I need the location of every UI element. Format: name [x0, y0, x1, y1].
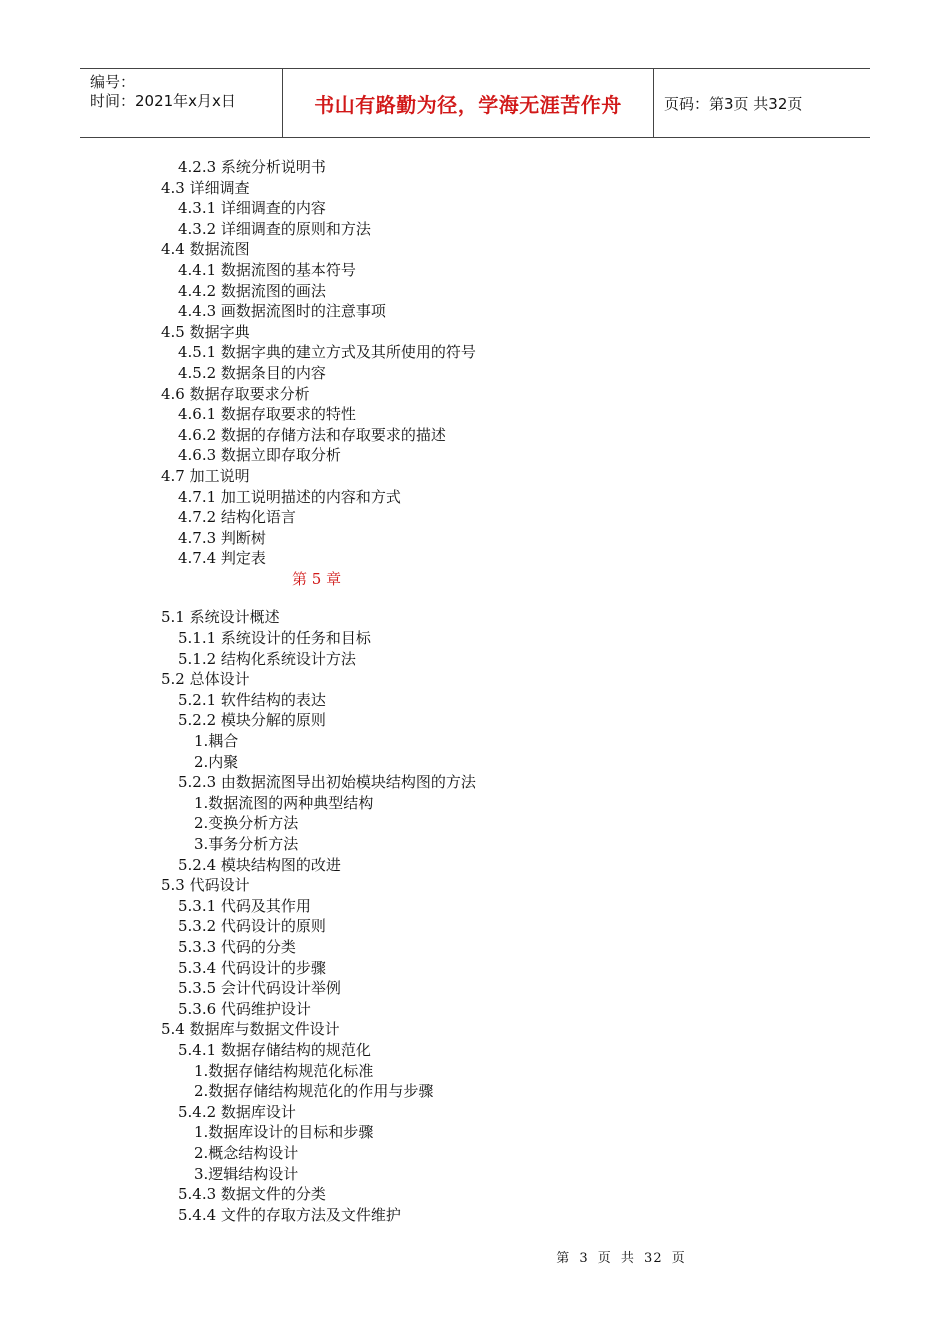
toc-section-4 [0, 157, 950, 569]
toc-entry-level-2: 4.7.1 加工说明描述的内容和方式 [178, 487, 401, 506]
chapter-heading: 第 5 章 [292, 569, 342, 588]
toc-entry-level-2: 4.5.2 数据条目的内容 [178, 363, 326, 382]
toc-entry-level-1: 5.1 系统设计概述 [161, 608, 280, 627]
table-of-contents [0, 157, 950, 1225]
toc-entry-level-1: 5.4 数据库与数据文件设计 [161, 1020, 340, 1039]
toc-entry-level-2: 4.7.2 结构化语言 [178, 508, 296, 527]
page-footer [0, 1247, 950, 1266]
header-meta [80, 69, 283, 137]
toc-entry-level-2: 5.1.1 系统设计的任务和目标 [178, 629, 371, 648]
toc-entry-level-3: 2.概念结构设计 [194, 1143, 299, 1162]
toc-entry-level-2: 4.6.2 数据的存储方法和存取要求的描述 [178, 425, 446, 444]
toc-entry-level-1: 4.3 详细调查 [161, 178, 250, 197]
header-page-cell [654, 69, 870, 137]
date-label: 时间：2021年x月x日 [90, 92, 236, 110]
toc-entry-level-3: 1.数据存储结构规范化标准 [194, 1061, 374, 1080]
toc-entry-level-3: 1.数据库设计的目标和步骤 [194, 1123, 374, 1142]
toc-entry-level-2: 4.6.3 数据立即存取分析 [178, 446, 341, 465]
toc-entry-level-2: 4.3.1 详细调查的内容 [178, 199, 326, 218]
toc-entry-level-1: 4.5 数据字典 [161, 322, 250, 341]
toc-entry-level-2: 5.3.2 代码设计的原则 [178, 917, 326, 936]
toc-entry-level-3: 2.数据存储结构规范化的作用与步骤 [194, 1082, 434, 1101]
page-label: 页码：第3页 共32页 [664, 94, 803, 113]
footer-page-number: 第 3 页 共 32 页 [556, 1251, 686, 1266]
toc-entry-level-1: 4.6 数据存取要求分析 [161, 384, 310, 403]
toc-entry-level-2: 4.4.3 画数据流图时的注意事项 [178, 302, 386, 321]
toc-entry-level-2: 4.4.1 数据流图的基本符号 [178, 260, 356, 279]
toc-entry-level-1: 4.7 加工说明 [161, 466, 250, 485]
toc-entry-level-2: 5.3.4 代码设计的步骤 [178, 958, 326, 977]
toc-entry-level-3: 1.耦合 [194, 732, 239, 751]
toc-entry-level-2: 5.4.2 数据库设计 [178, 1102, 296, 1121]
page-header [80, 68, 870, 138]
toc-entry-level-2: 5.3.1 代码及其作用 [178, 896, 311, 915]
toc-entry-level-2: 4.7.3 判断树 [178, 528, 266, 547]
toc-entry-level-2: 4.3.2 详细调查的原则和方法 [178, 219, 371, 238]
motto-text: 书山有路勤为径，学海无涯苦作舟 [314, 92, 622, 117]
toc-entry-level-2: 5.3.5 会计代码设计举例 [178, 979, 341, 998]
toc-entry-level-2: 5.2.2 模块分解的原则 [178, 711, 326, 730]
toc-entry-level-2: 5.4.1 数据存储结构的规范化 [178, 1040, 371, 1059]
toc-entry-level-2: 5.4.4 文件的存取方法及文件维护 [178, 1205, 401, 1224]
toc-entry-level-3: 2.内聚 [194, 752, 239, 771]
header-motto-cell [283, 69, 654, 137]
toc-entry-level-2: 5.2.4 模块结构图的改进 [178, 855, 341, 874]
toc-entry-level-1: 5.3 代码设计 [161, 876, 250, 895]
toc-entry-level-1: 5.2 总体设计 [161, 670, 250, 689]
toc-entry-level-2: 5.3.3 代码的分类 [178, 937, 296, 956]
toc-entry-level-2: 4.5.1 数据字典的建立方式及其所使用的符号 [178, 343, 476, 362]
toc-entry-level-2: 4.6.1 数据存取要求的特性 [178, 405, 356, 424]
toc-entry-level-2: 4.4.2 数据流图的画法 [178, 281, 326, 300]
toc-section-5 [0, 607, 950, 1225]
toc-entry-level-3: 2.变换分析方法 [194, 814, 299, 833]
toc-entry-level-2: 4.7.4 判定表 [178, 549, 266, 568]
toc-entry-level-3: 1.数据流图的两种典型结构 [194, 793, 374, 812]
toc-entry-level-3: 3.事务分析方法 [194, 835, 299, 853]
spacer [0, 589, 950, 607]
toc-entry-level-2: 4.2.3 系统分析说明书 [178, 158, 326, 176]
toc-entry-level-3: 3.逻辑结构设计 [194, 1164, 299, 1183]
toc-entry-level-2: 5.2.3 由数据流图导出初始模块结构图的方法 [178, 773, 476, 792]
toc-entry-level-2: 5.2.1 软件结构的表达 [178, 690, 326, 709]
toc-entry-level-1: 4.4 数据流图 [161, 240, 250, 259]
toc-entry-level-2: 5.3.6 代码维护设计 [178, 999, 311, 1018]
toc-entry-level-2: 5.1.2 结构化系统设计方法 [178, 649, 356, 668]
number-label: 编号： [90, 73, 136, 91]
toc-entry-level-2: 5.4.3 数据文件的分类 [178, 1185, 326, 1204]
